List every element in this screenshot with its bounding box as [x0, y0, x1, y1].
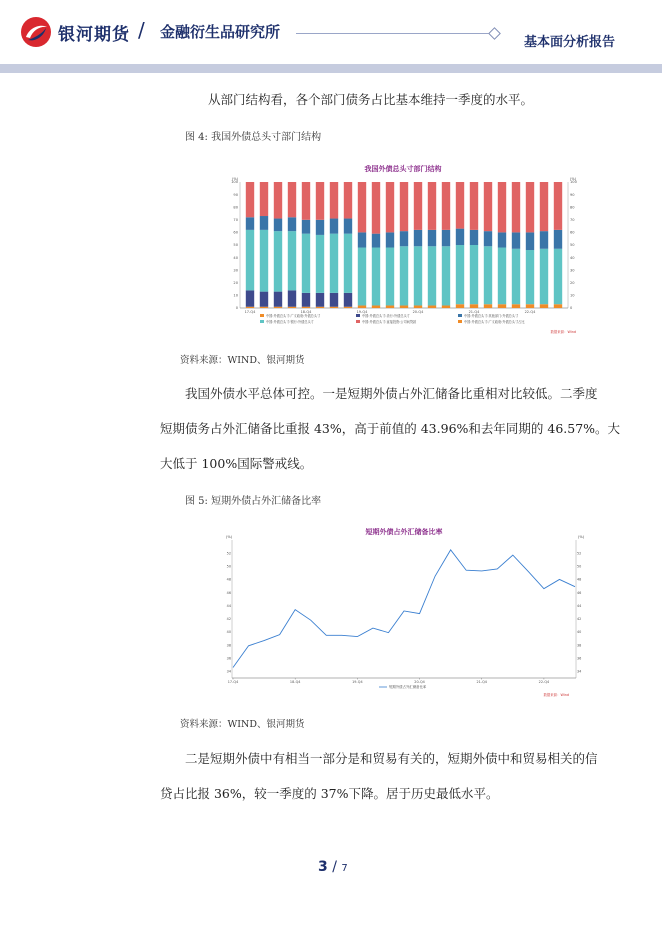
chart-1-bar-segment [470, 245, 478, 304]
chart-1-bar-segment [554, 182, 562, 230]
chart-2-ytick-right: 48 [577, 577, 582, 582]
chart-1-bar-segment [246, 307, 254, 308]
chart-1-ytick-left: 90 [233, 192, 238, 197]
chart-2-ytick-left: 38 [226, 643, 231, 648]
chart-1-ytick-left: 70 [233, 218, 238, 222]
chart-2-ytick-left: 46 [226, 590, 231, 595]
chart-1-bar-segment [540, 249, 548, 304]
chart-1-bar-segment [400, 231, 408, 246]
chart-1-legend-label: 中国:外债总头寸:央行:外债总头寸 [362, 314, 410, 318]
header-separator: / [138, 18, 145, 42]
chart-1-bar-segment [498, 248, 506, 305]
chart-1-bar-segment [526, 232, 534, 250]
chart-1-bar-segment [260, 307, 268, 308]
chart-1-bar-segment [428, 246, 436, 305]
chart-1-bar-segment [414, 230, 422, 246]
chart-1-unit-right: (%) [570, 177, 577, 181]
chart-1-bar-segment [344, 182, 352, 219]
chart-1-bar-segment [540, 182, 548, 231]
paragraph-3-line-2: 贷占比报 36%，较一季度的 37%下降。居于历史最低水平。 [160, 786, 499, 801]
chart-1-bar-segment [260, 292, 268, 307]
chart-1-legend-swatch [260, 320, 264, 323]
chart-2-source-tag: 数据来源：Wind [543, 693, 569, 697]
chart-1-legend-label: 中国:外债总头寸:广义政府:外债总头寸 [266, 314, 321, 318]
chart-1-ytick-left: 0 [235, 306, 238, 311]
chart-1-bar-segment [484, 182, 492, 231]
chart-1-legend-swatch [458, 314, 462, 317]
chart-1-bar-segment [414, 182, 422, 230]
paragraph-2-line-1: 我国外债水平总体可控。一是短期外债占外汇储备比重相对比较低。二季度 [185, 386, 598, 401]
chart-1-bar-segment [442, 182, 450, 230]
chart-1-ytick-right: 50 [570, 243, 575, 248]
paragraph-2-line-3: 大低于 100%国际警戒线。 [160, 456, 313, 471]
chart-2-xtick: 19-Q4 [352, 680, 363, 684]
chart-1-bar-segment [470, 230, 478, 245]
chart-2-ytick-right: 52 [577, 551, 582, 556]
chart-1-bar-segment [316, 235, 324, 293]
chart-2-background [224, 524, 584, 702]
chart-1-bar-segment [316, 293, 324, 307]
chart-1-bar-segment [540, 304, 548, 308]
chart-1-bar-segment [512, 249, 520, 304]
chart-2-ytick-right: 40 [577, 630, 582, 635]
chart-1-ytick-right: 10 [570, 293, 575, 298]
chart-1-bar-segment [512, 182, 520, 232]
chart-1-bar-segment [344, 307, 352, 308]
chart-1-ytick-left: 40 [233, 255, 238, 260]
chart-1-bar-segment [260, 230, 268, 292]
chart-2-xtick: 17-Q4 [227, 680, 239, 684]
chart-1-bar-segment [302, 307, 310, 308]
chart-1-bar-segment [456, 229, 464, 245]
chart-2-ytick-right: 42 [577, 617, 582, 622]
chart-1-bar-segment [400, 305, 408, 308]
source-note-2: 资料来源：WIND、银河期货 [180, 719, 305, 730]
chart-1-ytick-right: 20 [570, 281, 575, 285]
figure-5-caption: 图 5: 短期外债占外汇储备比率 [185, 496, 322, 507]
chart-1-ytick-right: 60 [570, 230, 575, 235]
chart-1-bar-segment [316, 182, 324, 220]
chart-1-ytick-left: 60 [233, 230, 238, 235]
chart-2-ytick-right: 44 [577, 603, 582, 608]
chart-2-ytick-right: 34 [577, 669, 582, 674]
source-note-1: 资料来源：WIND、银河期货 [180, 355, 305, 366]
chart-2-xtick: 21-Q4 [476, 680, 487, 684]
chart-1-xtick: 17-Q4 [244, 310, 256, 314]
chart-1-bar-segment [526, 304, 534, 308]
chart-1-bar-segment [470, 304, 478, 308]
chart-2-legend-label: 短期外债占外汇储备比率 [389, 685, 427, 690]
chart-1-xtick: 21-Q4 [468, 310, 480, 314]
chart-1-bar-segment [316, 307, 324, 308]
brand-name: 银河期货 [58, 25, 130, 45]
chart-1-bar-segment [330, 293, 338, 307]
page-separator: / [327, 859, 342, 875]
chart-1-bar-segment [288, 290, 296, 306]
header-band [0, 64, 662, 73]
chart-2-ytick-left: 50 [226, 564, 231, 569]
chart-1-bar-segment [512, 304, 520, 308]
chart-1-bar-segment [260, 182, 268, 216]
chart-1-bar-segment [316, 220, 324, 235]
header-rule [296, 33, 492, 34]
chart-1-bar-segment [246, 230, 254, 290]
chart-1-bar-segment [512, 232, 520, 248]
chart-2-ytick-left: 44 [226, 603, 231, 608]
chart-1-bar-segment [274, 231, 282, 291]
chart-1-bar-segment [372, 305, 380, 308]
chart-1-bar-segment [554, 230, 562, 249]
chart-1-legend-label: 中国:外债总头寸:银行:外债总头寸 [266, 320, 314, 324]
page-header [0, 0, 662, 64]
chart-1-ytick-right: 90 [570, 192, 575, 197]
chart-1-xtick: 19-Q4 [356, 310, 368, 314]
chart-1-ytick-right: 100 [570, 180, 577, 185]
chart-1-bar-segment [274, 219, 282, 232]
chart-1-bar-segment [484, 304, 492, 308]
chart-1-xtick: 22-Q4 [524, 310, 536, 314]
chart-1-bar-segment [414, 305, 422, 308]
chart-1-bar-segment [246, 182, 254, 217]
chart-1-bar-segment [246, 290, 254, 306]
chart-1-ytick-left: 80 [233, 205, 238, 210]
paragraph-2-line-2: 短期债务占外汇储备比重报 43%，高于前值的 43.96%和去年同期的 46.57%。大 [160, 421, 621, 436]
chart-1-bar-segment [456, 182, 464, 229]
chart-1-bar-segment [386, 232, 394, 247]
chart-1-bar-segment [274, 307, 282, 308]
chart-1-bar-segment [274, 292, 282, 307]
chart-1-ytick-right: 70 [570, 218, 575, 222]
chart-1-bar-segment [456, 245, 464, 304]
chart-1-legend-label: 中国:外债总头寸:直接投资:公司间贷款 [362, 320, 417, 324]
chart-1-bar-segment [288, 231, 296, 290]
chart-1-unit-left: (%) [232, 177, 239, 181]
chart-1-bar-segment [484, 246, 492, 304]
chart-2-ytick-right: 38 [577, 643, 582, 648]
chart-1-ytick-right: 30 [570, 268, 575, 273]
chart-1-legend-swatch [356, 314, 360, 317]
chart-1-bar-segment [344, 293, 352, 307]
chart-1-bar-segment [302, 182, 310, 220]
chart-1-bar-segment [428, 305, 436, 308]
chart-1-ytick-right: 0 [570, 306, 573, 311]
chart-1-bar-segment [498, 304, 506, 308]
page-number [318, 859, 348, 875]
chart-2-ytick-left: 42 [226, 617, 231, 622]
chart-1-ytick-right: 40 [570, 255, 575, 260]
chart-1-legend-swatch [356, 320, 360, 323]
chart-1-xtick: 20-Q4 [412, 310, 424, 314]
chart-2-ytick-left: 48 [226, 577, 231, 582]
chart-1-bar-segment [498, 182, 506, 232]
chart-1-bar-segment [372, 248, 380, 306]
chart-1-ytick-left: 20 [233, 281, 238, 285]
chart-1-bar-segment [414, 246, 422, 305]
chart-1-bar-segment [498, 232, 506, 247]
chart-1-legend-label: 中国:外债总头寸:广义政府:外债总头寸占比 [464, 320, 525, 324]
report-type: 基本面分析报告 [524, 35, 616, 50]
chart-1-bar-segment [442, 246, 450, 305]
short-term-debt-ratio-chart [224, 524, 584, 702]
chart-2-xtick: 20-Q4 [414, 680, 425, 684]
chart-1-bar-segment [372, 234, 380, 248]
chart-1-bar-segment [540, 231, 548, 249]
chart-2-ytick-left: 34 [226, 669, 231, 674]
chart-2-xtick: 18-Q4 [289, 680, 301, 684]
chart-1-ytick-left: 30 [233, 268, 238, 273]
figure-4-caption: 图 4: 我国外债总头寸部门结构 [185, 132, 322, 143]
diamond-icon [488, 27, 501, 40]
chart-1-bar-segment [330, 307, 338, 308]
chart-1-bar-segment [442, 230, 450, 246]
chart-1-ytick-left: 100 [231, 180, 238, 185]
chart-1-legend-swatch [458, 320, 462, 323]
chart-2-unit-left: (%) [226, 535, 233, 539]
chart-1-legend-label: 中国:外债总头寸:其他部门:外债总头寸 [464, 314, 519, 318]
chart-1-bar-segment [330, 234, 338, 293]
chart-1-bar-segment [526, 182, 534, 232]
chart-1-bar-segment [386, 305, 394, 308]
chart-1-bar-segment [344, 234, 352, 293]
institute-name: 金融衍生品研究所 [160, 23, 281, 41]
chart-1-bar-segment [302, 220, 310, 234]
chart-1-bar-segment [372, 182, 380, 234]
chart-1-bar-segment [442, 305, 450, 308]
chart-1-bar-segment [358, 248, 366, 306]
chart-1-bar-segment [260, 216, 268, 230]
chart-1-bar-segment [526, 250, 534, 304]
chart-1-bar-segment [400, 182, 408, 231]
chart-1-bar-segment [386, 248, 394, 306]
chart-1-bar-segment [288, 182, 296, 217]
chart-1-bar-segment [358, 182, 366, 232]
chart-1-bar-segment [400, 246, 408, 305]
chart-1-bar-segment [428, 182, 436, 230]
paragraph-1: 从部门结构看，各个部门债务占比基本维持一季度的水平。 [208, 92, 534, 107]
chart-1-bar-segment [288, 217, 296, 231]
chart-1-bar-segment [330, 182, 338, 219]
chart-2-unit-right: (%) [578, 535, 584, 539]
chart-1-bar-segment [246, 217, 254, 230]
chart-1-bar-segment [288, 307, 296, 308]
chart-2-ytick-left: 52 [226, 551, 231, 556]
sector-structure-chart [226, 160, 580, 340]
chart-1-bar-segment [456, 304, 464, 308]
current-page: 3 [318, 859, 328, 875]
chart-1-title: 我国外债总头寸部门结构 [364, 165, 442, 173]
chart-1-bar-segment [386, 182, 394, 232]
chart-2-ytick-right: 46 [577, 590, 582, 595]
galaxy-logo-icon [20, 16, 52, 48]
chart-1-ytick-left: 10 [233, 293, 238, 298]
chart-2-title: 短期外债占外汇储备比率 [365, 528, 443, 536]
chart-1-xtick: 18-Q4 [300, 310, 312, 314]
chart-2-ytick-left: 36 [226, 656, 231, 661]
chart-2-ytick-right: 50 [577, 564, 582, 569]
chart-1-bar-segment [344, 219, 352, 234]
total-pages: 7 [341, 863, 348, 874]
chart-1-legend-swatch [260, 314, 264, 317]
chart-1-ytick-left: 50 [233, 243, 238, 248]
chart-1-bar-segment [302, 234, 310, 293]
chart-1-bar-segment [554, 304, 562, 308]
chart-2-ytick-right: 36 [577, 656, 582, 661]
chart-2-ytick-left: 40 [226, 630, 231, 635]
chart-2-xtick: 22-Q4 [538, 680, 550, 684]
chart-1-bar-segment [302, 293, 310, 307]
chart-1-bar-segment [484, 231, 492, 246]
chart-1-ytick-right: 80 [570, 205, 575, 210]
chart-1-bar-segment [358, 305, 366, 308]
chart-1-source-tag: 数据来源：Wind [550, 330, 576, 334]
chart-1-bar-segment [554, 249, 562, 304]
chart-1-bar-segment [470, 182, 478, 230]
chart-1-bar-segment [274, 182, 282, 219]
paragraph-3-line-1: 二是短期外债中有相当一部分是和贸易有关的，短期外债中和贸易相关的信 [185, 751, 598, 766]
chart-1-bar-segment [358, 232, 366, 247]
chart-1-bar-segment [428, 230, 436, 246]
chart-1-bar-segment [330, 219, 338, 234]
